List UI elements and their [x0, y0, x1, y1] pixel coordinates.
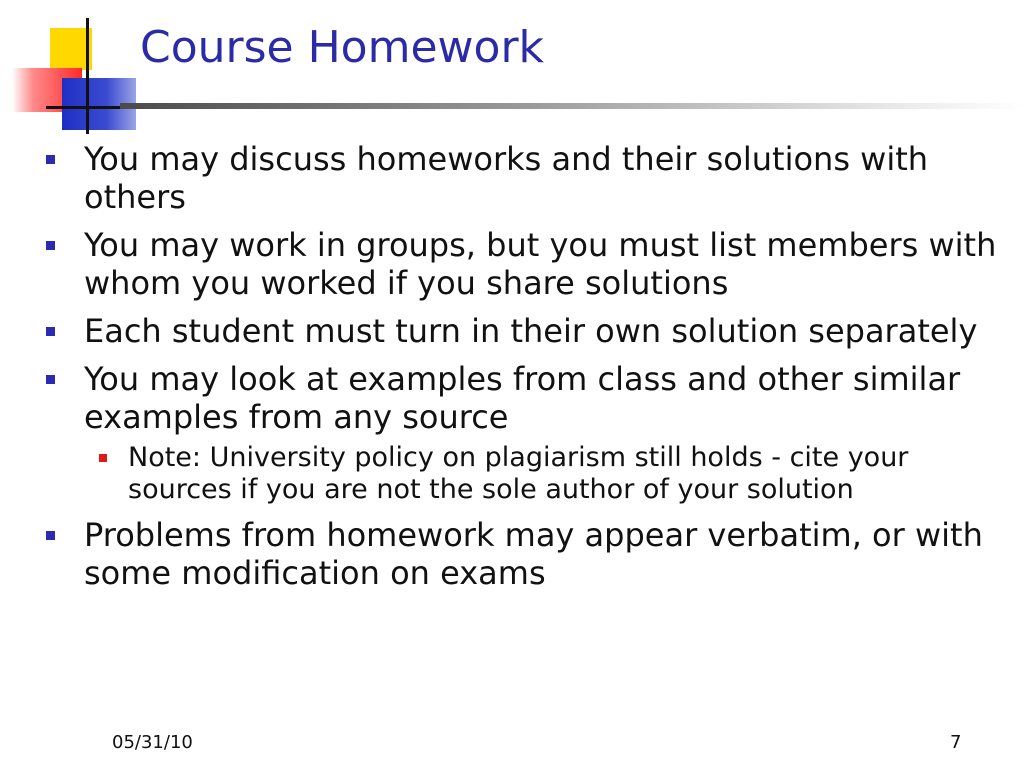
sub-bullet-list [84, 442, 1009, 506]
bullet-item [44, 360, 1009, 506]
bullet-marker [46, 531, 55, 540]
vertical-rule [86, 18, 89, 134]
bullet-text: Problems from homework may appear verbatim, or with some modification on exams [84, 516, 983, 592]
bullet-marker [46, 327, 55, 336]
bullet-list [44, 140, 1009, 602]
bullet-marker [46, 155, 55, 164]
sub-bullet-text: Note: University policy on plagiarism still holds - cite your sources if you are not the sole author of your solution [128, 442, 909, 505]
footer-date: 05/31/10 [112, 732, 193, 753]
bullet-marker [46, 375, 55, 384]
sub-bullet-item [84, 442, 1009, 506]
bullet-text: Each student must turn in their own solution separately [84, 312, 978, 350]
decorative-logo-graphic [0, 0, 150, 140]
bullet-marker [46, 241, 55, 250]
title-underline [120, 103, 1024, 109]
sub-bullet-marker [99, 454, 107, 462]
slide-title: Course Homework [140, 22, 545, 73]
page-number: 7 [950, 732, 962, 753]
bullet-item [44, 312, 1009, 350]
bullet-item [44, 226, 1009, 302]
bullet-text: You may discuss homeworks and their solutions with others [84, 140, 929, 216]
bullet-text: You may work in groups, but you must list members with whom you worked if you share solutions [84, 226, 997, 302]
bullet-item [44, 516, 1009, 592]
bullet-text: You may look at examples from class and other similar examples from any source [84, 360, 961, 436]
bullet-item [44, 140, 1009, 216]
